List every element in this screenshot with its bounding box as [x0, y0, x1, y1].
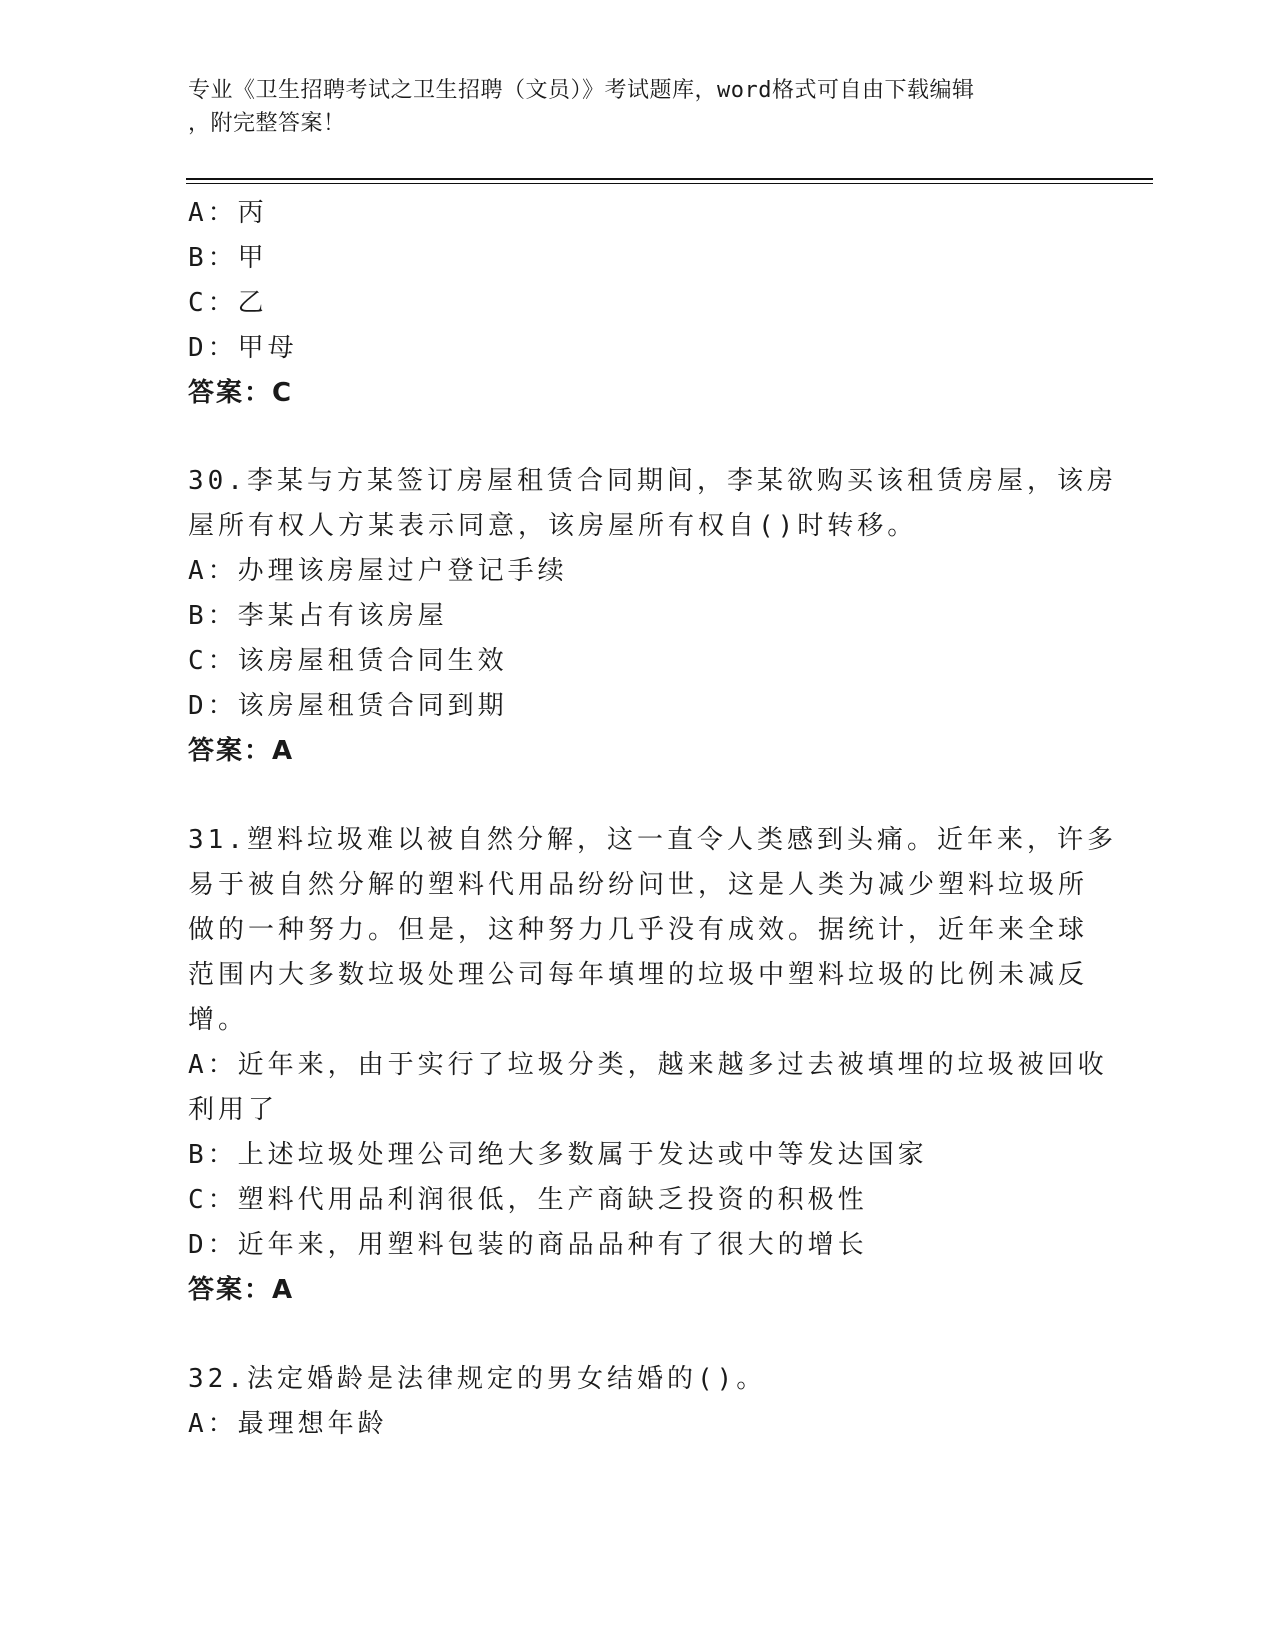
- q29-option-a: A：丙: [188, 198, 268, 228]
- q29-option-b: B：甲: [188, 243, 268, 273]
- q29-option-c: C：乙: [188, 288, 268, 318]
- header-rule-thin: [186, 183, 1153, 184]
- q31-option-a-line-2: 利用了: [188, 1095, 279, 1125]
- q31-option-a-line-1: A：近年来，由于实行了垃圾分类，越来越多过去被填埋的垃圾被回收: [188, 1050, 1108, 1080]
- header-line-1: 专业《卫生招聘考试之卫生招聘（文员）》考试题库，word格式可自由下载编辑: [188, 78, 975, 103]
- q31-stem-line-1: 31.塑料垃圾难以被自然分解，这一直令人类感到头痛。近年来，许多: [188, 825, 1117, 855]
- header-rule-thick: [186, 178, 1153, 180]
- q31-stem-line-5: 增。: [188, 1005, 249, 1035]
- q32-option-a: A：最理想年龄: [188, 1409, 388, 1439]
- q30-option-c: C：该房屋租赁合同生效: [188, 646, 508, 676]
- q31-option-d: D：近年来，用塑料包装的商品品种有了很大的增长: [188, 1230, 868, 1260]
- q31-stem-line-2: 易于被自然分解的塑料代用品纷纷问世，这是人类为减少塑料垃圾所: [188, 870, 1089, 900]
- page-header: [188, 74, 1068, 140]
- q30-stem-line-1: 30.李某与方某签订房屋租赁合同期间，李某欲购买该租赁房屋，该房: [188, 466, 1117, 496]
- header-line-2: ，附完整答案！: [188, 111, 346, 136]
- q31-option-c: C：塑料代用品利润很低，生产商缺乏投资的积极性: [188, 1185, 868, 1215]
- q31-option-b: B：上述垃圾处理公司绝大多数属于发达或中等发达国家: [188, 1140, 928, 1170]
- q30-option-b: B：李某占有该房屋: [188, 601, 448, 631]
- q30-answer: 答案：A: [188, 736, 295, 766]
- q29-answer: 答案：C: [188, 378, 294, 408]
- q30-option-a: A：办理该房屋过户登记手续: [188, 556, 568, 586]
- q29-option-d: D：甲母: [188, 333, 298, 363]
- q31-answer: 答案：A: [188, 1275, 295, 1305]
- q30-option-d: D：该房屋租赁合同到期: [188, 691, 508, 721]
- q32-stem-line-1: 32.法定婚龄是法律规定的男女结婚的()。: [188, 1364, 767, 1394]
- q31-stem-line-3: 做的一种努力。但是，这种努力几乎没有成效。据统计，近年来全球: [188, 915, 1089, 945]
- q30-stem-line-2: 屋所有权人方某表示同意，该房屋所有权自()时转移。: [188, 511, 918, 541]
- q31-stem-line-4: 范围内大多数垃圾处理公司每年填埋的垃圾中塑料垃圾的比例未减反: [188, 960, 1089, 990]
